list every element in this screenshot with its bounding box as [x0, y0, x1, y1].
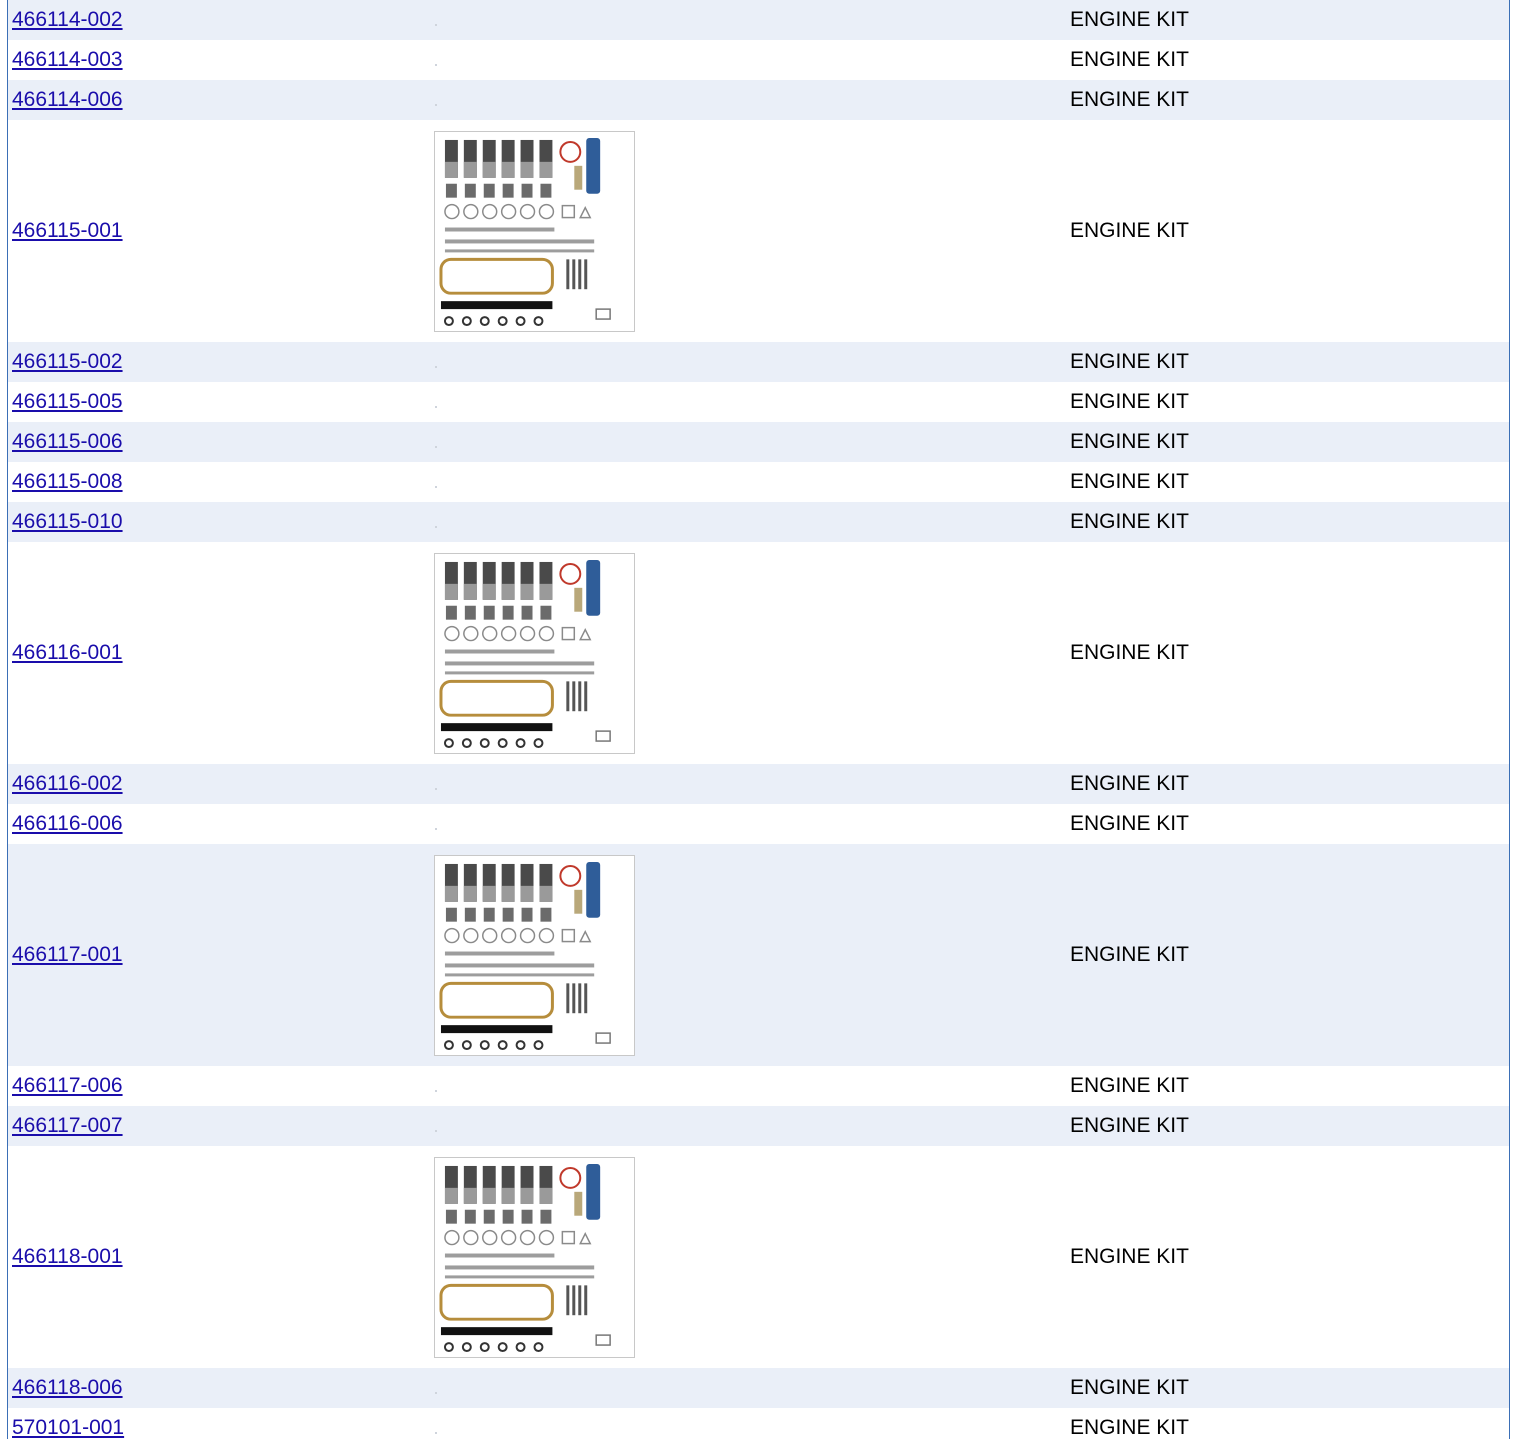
engine-kit-thumbnail-icon[interactable] — [434, 131, 635, 332]
image-placeholder — [435, 406, 437, 408]
part-image-cell — [431, 1106, 1070, 1146]
table-row — [8, 502, 1509, 542]
image-placeholder — [435, 104, 437, 106]
part-number-link[interactable]: 466116-001 — [12, 641, 123, 664]
part-number-link[interactable]: 466115-008 — [12, 470, 123, 493]
part-number-cell — [8, 422, 431, 462]
table-row — [8, 1368, 1509, 1408]
part-description: ENGINE KIT — [1070, 844, 1509, 1066]
part-image-cell — [431, 1368, 1070, 1408]
table-row — [8, 1066, 1509, 1106]
part-image-cell — [431, 542, 1070, 764]
part-number-link[interactable]: 466118-001 — [12, 1245, 123, 1268]
part-number-link[interactable]: 466117-006 — [12, 1074, 123, 1097]
table-row — [8, 40, 1509, 80]
part-image-cell — [431, 422, 1070, 462]
table-row — [8, 342, 1509, 382]
part-number-link[interactable]: 466114-006 — [12, 88, 123, 111]
part-image-cell — [431, 1408, 1070, 1448]
part-description: ENGINE KIT — [1070, 120, 1509, 342]
part-number-link[interactable]: 466116-002 — [12, 772, 123, 795]
part-number-cell — [8, 1066, 431, 1106]
part-number-cell — [8, 462, 431, 502]
part-number-cell — [8, 382, 431, 422]
part-number-link[interactable]: 466114-002 — [12, 8, 123, 31]
part-image-cell — [431, 0, 1070, 40]
part-description: ENGINE KIT — [1070, 342, 1509, 382]
part-number-link[interactable]: 466115-002 — [12, 350, 123, 373]
part-number-link[interactable]: 466115-010 — [12, 510, 123, 533]
part-image-cell — [431, 844, 1070, 1066]
part-description: ENGINE KIT — [1070, 1146, 1509, 1368]
part-image-cell — [431, 1146, 1070, 1368]
part-number-link[interactable]: 466117-001 — [12, 943, 123, 966]
table-row — [8, 764, 1509, 804]
part-image-cell — [431, 342, 1070, 382]
part-image-cell — [431, 80, 1070, 120]
part-number-cell — [8, 1106, 431, 1146]
part-description: ENGINE KIT — [1070, 1368, 1509, 1408]
table-row — [8, 120, 1509, 342]
part-number-link[interactable]: 466117-007 — [12, 1114, 123, 1137]
part-number-link[interactable]: 466115-005 — [12, 390, 123, 413]
parts-table — [8, 0, 1509, 1448]
part-description: ENGINE KIT — [1070, 1408, 1509, 1448]
part-description: ENGINE KIT — [1070, 542, 1509, 764]
part-image-cell — [431, 462, 1070, 502]
engine-kit-thumbnail-icon[interactable] — [434, 553, 635, 754]
table-row — [8, 462, 1509, 502]
image-placeholder — [435, 1432, 437, 1434]
part-image-cell — [431, 120, 1070, 342]
part-number-cell — [8, 804, 431, 844]
table-row — [8, 1106, 1509, 1146]
part-description: ENGINE KIT — [1070, 422, 1509, 462]
image-placeholder — [435, 828, 437, 830]
part-description: ENGINE KIT — [1070, 804, 1509, 844]
image-placeholder — [435, 1090, 437, 1092]
part-number-link[interactable]: 466118-006 — [12, 1376, 123, 1399]
part-description: ENGINE KIT — [1070, 462, 1509, 502]
part-number-link[interactable]: 466116-006 — [12, 812, 123, 835]
part-number-cell — [8, 0, 431, 40]
part-number-link[interactable]: 466115-001 — [12, 219, 123, 242]
part-description: ENGINE KIT — [1070, 0, 1509, 40]
part-number-link[interactable]: 466114-003 — [12, 48, 123, 71]
table-row — [8, 844, 1509, 1066]
part-image-cell — [431, 40, 1070, 80]
table-row — [8, 382, 1509, 422]
part-number-link[interactable]: 570101-001 — [12, 1416, 125, 1439]
table-row — [8, 80, 1509, 120]
part-number-cell — [8, 1146, 431, 1368]
part-description: ENGINE KIT — [1070, 1106, 1509, 1146]
image-placeholder — [435, 366, 437, 368]
image-placeholder — [435, 1130, 437, 1132]
part-number-cell — [8, 502, 431, 542]
part-description: ENGINE KIT — [1070, 764, 1509, 804]
table-row — [8, 804, 1509, 844]
part-number-cell — [8, 1408, 431, 1448]
table-row — [8, 422, 1509, 462]
image-placeholder — [435, 1392, 437, 1394]
part-number-cell — [8, 120, 431, 342]
part-description: ENGINE KIT — [1070, 1066, 1509, 1106]
image-placeholder — [435, 526, 437, 528]
table-row — [8, 1408, 1509, 1448]
table-row — [8, 542, 1509, 764]
part-number-cell — [8, 342, 431, 382]
part-image-cell — [431, 764, 1070, 804]
part-description: ENGINE KIT — [1070, 80, 1509, 120]
image-placeholder — [435, 24, 437, 26]
part-image-cell — [431, 1066, 1070, 1106]
part-number-cell — [8, 542, 431, 764]
part-number-cell — [8, 80, 431, 120]
part-number-link[interactable]: 466115-006 — [12, 430, 123, 453]
part-number-cell — [8, 40, 431, 80]
part-image-cell — [431, 382, 1070, 422]
part-description: ENGINE KIT — [1070, 382, 1509, 422]
part-number-cell — [8, 764, 431, 804]
engine-kit-thumbnail-icon[interactable] — [434, 855, 635, 1056]
image-placeholder — [435, 486, 437, 488]
part-description: ENGINE KIT — [1070, 502, 1509, 542]
part-number-cell — [8, 844, 431, 1066]
image-placeholder — [435, 446, 437, 448]
table-row — [8, 1146, 1509, 1368]
image-placeholder — [435, 788, 437, 790]
part-description: ENGINE KIT — [1070, 40, 1509, 80]
part-image-cell — [431, 502, 1070, 542]
image-placeholder — [435, 64, 437, 66]
part-number-cell — [8, 1368, 431, 1408]
table-row — [8, 0, 1509, 40]
engine-kit-thumbnail-icon[interactable] — [434, 1157, 635, 1358]
part-image-cell — [431, 804, 1070, 844]
